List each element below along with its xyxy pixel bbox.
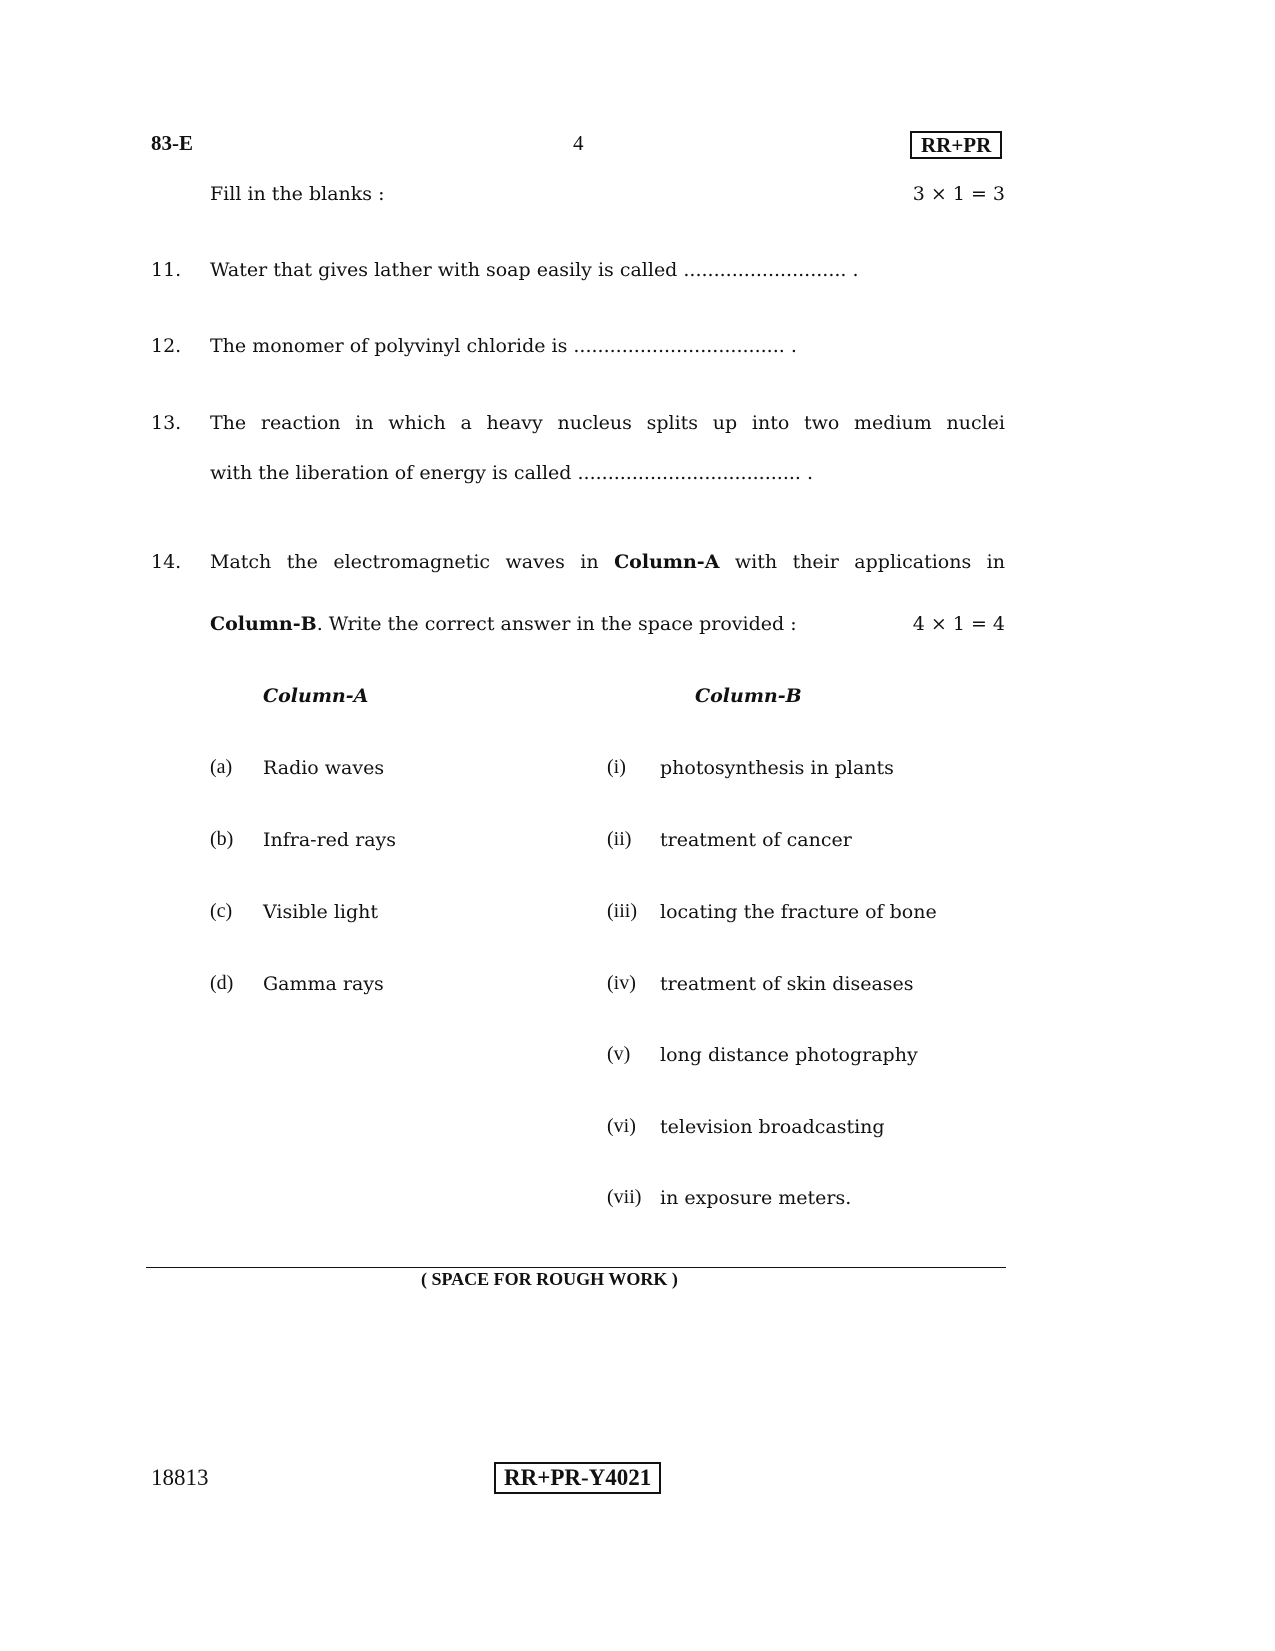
word: up [712,412,738,434]
paper-code: 83-E [151,131,193,155]
column-b-label: (iii) [607,900,637,922]
question-number-14: 14. [151,551,182,573]
column-b-label: (vii) [607,1186,642,1208]
question-14-marks: 4 × 1 = 4 [912,613,1005,635]
word: nuclei [946,412,1005,434]
column-b-label: (ii) [607,828,632,850]
column-b-label: (v) [607,1043,631,1065]
word: two [803,412,840,434]
word: reaction [260,412,341,434]
column-b-label: (i) [607,756,626,778]
column-b-item: television broadcasting [660,1116,885,1138]
word: a [460,412,472,434]
column-a-label: (a) [210,756,233,778]
column-b-item: treatment of cancer [660,829,852,851]
word: in [986,551,1005,573]
question-number-12: 12. [151,335,182,357]
word: electromagnetic [333,551,491,573]
footer-code-box: RR+PR-Y4021 [494,1462,661,1494]
word: which [388,412,446,434]
rough-work-divider [146,1267,1006,1268]
word: nucleus [557,412,632,434]
column-b-label: (iv) [607,972,636,994]
column-a-item: Infra-red rays [263,829,397,851]
question-text-14-line1 [210,551,1005,573]
word: into [751,412,790,434]
column-a-label: (b) [210,828,234,850]
question-number-13: 13. [151,412,182,434]
word: their [792,551,839,573]
page-number: 4 [573,131,584,155]
question-text-13-line1 [210,412,1005,434]
word: The [210,412,247,434]
column-b-item: long distance photography [660,1044,918,1066]
column-b-reference: Column-B [210,613,317,635]
word: in [355,412,374,434]
word: with [734,551,778,573]
word: the [286,551,318,573]
question-text-14-line2-rest: . Write the correct answer in the space provided : [316,613,797,635]
column-b-label: (vi) [607,1115,636,1137]
column-a-item: Gamma rays [263,973,384,995]
word: heavy [486,412,543,434]
word: splits [646,412,699,434]
question-number-11: 11. [151,259,182,281]
column-a-reference: Column-A [614,551,720,573]
word: medium [854,412,932,434]
rough-work-heading: ( SPACE FOR ROUGH WORK ) [421,1269,678,1289]
column-b-item: treatment of skin diseases [660,973,914,995]
column-a-label: (d) [210,972,234,994]
word: Match [210,551,272,573]
column-b-item: photosynthesis in plants [660,757,894,779]
section-instruction: Fill in the blanks : [210,183,385,205]
column-b-item: locating the fracture of bone [660,901,937,923]
word: in [580,551,599,573]
word: applications [854,551,972,573]
column-b-item: in exposure meters. [660,1187,852,1209]
question-text-12: The monomer of polyvinyl chloride is ................................... . [210,335,797,357]
column-a-item: Radio waves [263,757,385,779]
column-a-item: Visible light [263,901,379,923]
column-a-heading: Column-A [263,685,369,707]
column-b-heading: Column-B [695,685,802,707]
section-marks: 3 × 1 = 3 [912,183,1005,205]
column-a-label: (c) [210,900,233,922]
series-code-box: RR+PR [910,131,1002,159]
question-text-14-line2 [210,613,797,635]
word: waves [505,551,565,573]
question-text-13-line2: with the liberation of energy is called ..................................... . [210,462,814,484]
question-text-11: Water that gives lather with soap easily is called ........................... . [210,259,859,281]
footer-number: 18813 [151,1465,209,1490]
